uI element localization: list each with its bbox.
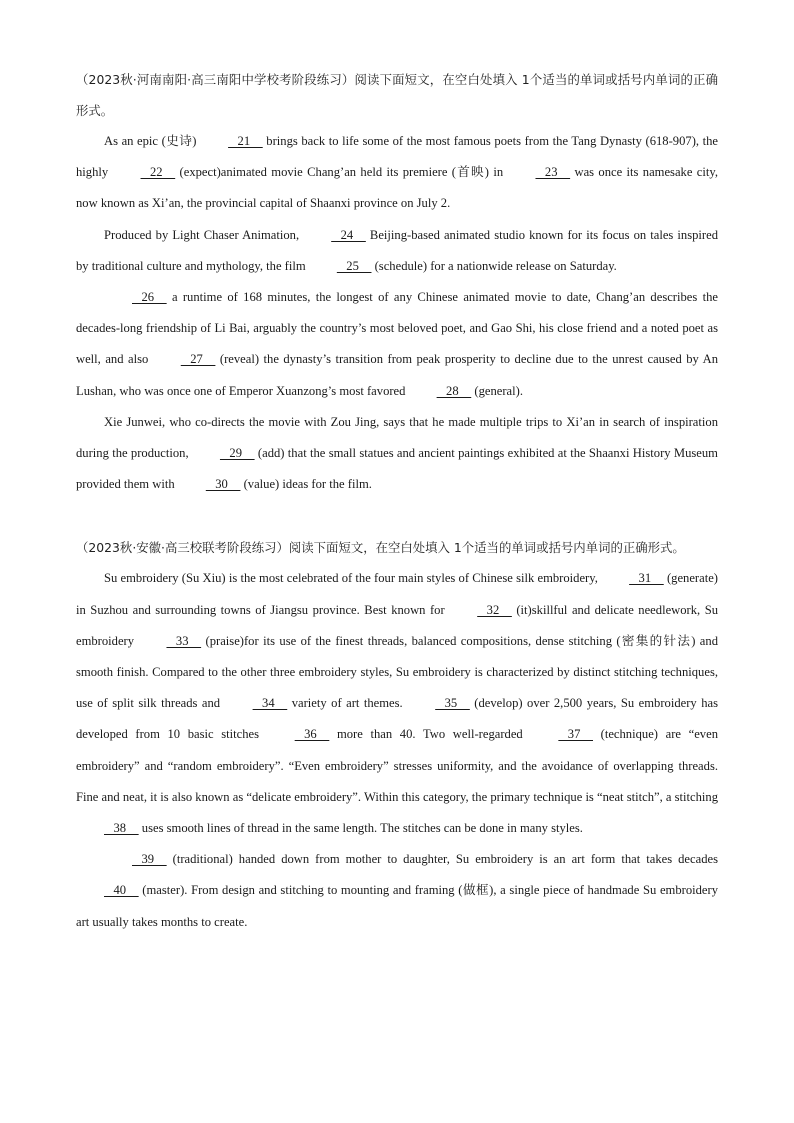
passage-1-paragraph-3 (76, 282, 718, 407)
text-run: (master). From design and stitching to mounting and framing (做框), a single piece of handmade Su embroidery art usually takes months to create. (76, 883, 718, 929)
answer-blank-27: 27 (180, 352, 216, 367)
text-run: (generate) in Suzhou and surrounding towns of Jiangsu province. Best known for (76, 571, 718, 617)
text-run: (value) ideas for the film. (240, 477, 372, 492)
passage-2-paragraph-2 (76, 844, 718, 938)
answer-blank-22: 22 (140, 165, 176, 180)
text-run: variety of art themes. (287, 696, 408, 711)
text-run: Produced by Light Chaser Animation, (104, 227, 304, 242)
text-run: was once its namesake city, now known as Xi’an, the provincial capital of Shaanxi province on July 2. (76, 165, 718, 211)
text-run: (traditional) handed down from mother to daughter, Su embroidery is an art form that takes decades (166, 852, 718, 867)
passage-1-paragraph-2 (76, 220, 718, 282)
answer-blank-24: 24 (331, 227, 366, 242)
passage-1-paragraph-4 (76, 407, 718, 501)
text-run: Xie Junwei, who co-directs the movie with Zou Jing, says that he made multiple trips to Xi’an in search of inspiration during the production, (76, 414, 718, 461)
passage-2 (76, 532, 718, 937)
passage-2-heading: （2023秋·安徽·高三校联考阶段练习）阅读下面短文，在空白处填入 1个适当的单词或括号内单词的正确形式。 (76, 540, 685, 556)
text-run: As an epic (史诗) (104, 134, 201, 148)
answer-blank-38: 38 (104, 821, 139, 836)
text-run: (add) that the small statues and ancient paintings exhibited at the Shaanxi History Museum provided them with (76, 446, 718, 492)
text-run: (praise)for its use of the finest threads, balanced compositions, dense stitching (密集的针法) and smooth finish. Compared to the other three embroidery styles, Su embroidery is characterized by distinct stitching techniques, use of split silk threads and (76, 633, 718, 711)
answer-blank-40: 40 (104, 883, 139, 898)
answer-blank-26: 26 (132, 290, 167, 305)
text-run: (it)skillful and delicate needlework, Su embroidery (76, 602, 719, 648)
passage-2-paragraph-1 (76, 563, 718, 844)
answer-blank-25: 25 (336, 258, 372, 273)
text-run: Su embroidery (Su Xiu) is the most celebrated of the four main styles of Chinese silk embroidery, (104, 571, 602, 586)
answer-blank-29: 29 (219, 446, 255, 461)
text-run: more than 40. Two well-regarded (329, 727, 531, 742)
answer-blank-35: 35 (435, 696, 470, 711)
text-run: (technique) are “even embroidery” and “random embroidery”. “Even embroidery” stresses uniformity, and the avoidance of overlapping threads. Fine and neat, it is also known as “delicate embroidery”. Within this category, the primary technique is “neat stitch”, a stitching (76, 727, 718, 804)
text-run: uses smooth lines of thread in the same length. The stitches can be done in many styles. (138, 821, 583, 836)
text-run: Beijing-based animated studio known for its focus on tales inspired by traditional culture and mythology, the film (76, 227, 718, 273)
text-run: (develop) over 2,500 years, Su embroidery has developed from 10 basic stitches (76, 696, 718, 742)
text-run: (general). (471, 383, 523, 398)
passage-1-paragraph-1 (76, 126, 718, 220)
passage-1-heading: （2023秋·河南南阳·高三南阳中学校考阶段练习）阅读下面短文，在空白处填入 1个适当的单词或括号内单词的正确形式。 (76, 72, 718, 118)
answer-blank-34: 34 (252, 696, 288, 711)
worksheet-page (76, 64, 718, 938)
text-run: brings back to life some of the most famous poets from the Tang Dynasty (618-907), the highly (76, 134, 719, 180)
answer-blank-28: 28 (436, 383, 472, 398)
answer-blank-37: 37 (558, 727, 593, 742)
answer-blank-33: 33 (166, 633, 202, 648)
text-run: (reveal) the dynasty’s transition from peak prosperity to decline due to the unrest caused by An Lushan, who was once one of Emperor Xuanzong’s most favored (76, 352, 718, 398)
passage-1 (76, 64, 718, 500)
answer-blank-39: 39 (132, 852, 167, 867)
answer-blank-32: 32 (477, 602, 512, 617)
answer-blank-30: 30 (205, 477, 241, 492)
text-run: a runtime of 168 minutes, the longest of any Chinese animated movie to date, Chang’an describes the decades-long friendship of Li Bai, arguably the country’s most beloved poet, and Gao Shi, his close friend and a noted poet as well, and also (76, 290, 718, 367)
text-run: (expect)animated movie Chang’an held its premiere (首映) in (175, 165, 508, 180)
text-run: (schedule) for a nationwide release on Saturday. (371, 258, 617, 273)
answer-blank-36: 36 (294, 727, 330, 742)
answer-blank-23: 23 (535, 165, 571, 180)
answer-blank-21: 21 (228, 134, 263, 148)
answer-blank-31: 31 (629, 571, 664, 586)
